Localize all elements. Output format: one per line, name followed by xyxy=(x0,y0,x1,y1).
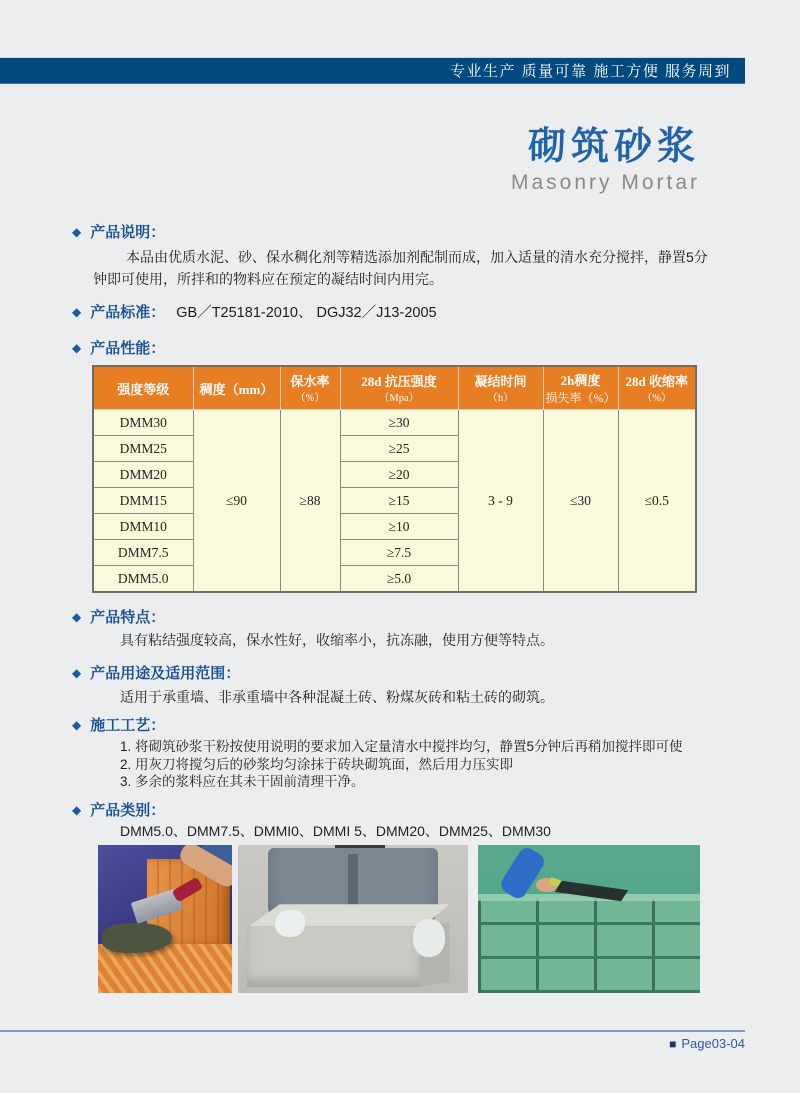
page-subtitle: Masonry Mortar xyxy=(510,171,700,194)
strength-cell: ≥5.0 xyxy=(340,566,458,593)
strength-cell: ≥25 xyxy=(340,436,458,462)
grade-cell: DMM5.0 xyxy=(93,566,193,593)
photo-building-green-block-wall xyxy=(478,845,700,993)
photo2-glove-left xyxy=(275,910,305,937)
diamond-bullet-icon: ◆ xyxy=(72,340,82,355)
page-marker-square-icon: ■ xyxy=(669,1036,677,1051)
photo2-block-front-face xyxy=(247,926,420,987)
grade-cell: DMM15 xyxy=(93,488,193,514)
photo-troweling-mortar-on-brick xyxy=(98,845,232,993)
section-title: 产品特点： xyxy=(90,609,166,626)
categories-text: DMM5.0、DMM7.5、DMMI0、DMMI 5、DMM20、DMM25、DMM30 xyxy=(120,823,551,839)
diamond-bullet-icon: ◆ xyxy=(72,665,82,680)
section-heading-performance xyxy=(72,337,165,358)
grade-cell: DMM25 xyxy=(93,436,193,462)
col-header-grade: 强度等级 xyxy=(93,366,193,410)
strength-cell: ≥30 xyxy=(340,410,458,436)
page-number: Page03-04 xyxy=(681,1036,745,1051)
usage-text: 适用于承重墙、非承重墙中各种混凝土砖、粉煤灰砖和粘土砖的砌筑。 xyxy=(120,689,554,705)
strength-cell: ≥20 xyxy=(340,462,458,488)
diamond-bullet-icon: ◆ xyxy=(72,802,82,817)
photo2-glove-right xyxy=(413,919,445,957)
col-header-compressive-strength: 28d 抗压强度 （Mpa） xyxy=(340,366,458,410)
page-title: 砌筑砂浆 xyxy=(527,126,700,168)
section-heading-process xyxy=(72,714,165,735)
footer xyxy=(669,1036,745,1051)
table-header-row xyxy=(93,366,696,410)
diamond-bullet-icon: ◆ xyxy=(72,304,82,319)
section-title: 产品说明： xyxy=(90,224,166,241)
section-title: 产品类别： xyxy=(90,802,166,819)
process-steps xyxy=(120,738,720,791)
banner-slogan: 专业生产 质量可靠 施工方便 服务周到 xyxy=(449,63,731,80)
photo-worker-carrying-concrete-block xyxy=(238,845,468,993)
performance-table xyxy=(92,365,697,593)
setting-time-cell: 3 - 9 xyxy=(458,410,543,593)
water-retention-cell: ≥88 xyxy=(280,410,340,593)
col-header-consistency: 稠度（mm） xyxy=(193,366,280,410)
grade-cell: DMM7.5 xyxy=(93,540,193,566)
footer-divider xyxy=(0,1030,745,1032)
col-header-shrinkage: 28d 收缩率 （%） xyxy=(618,366,696,410)
section-heading-categories xyxy=(72,799,165,820)
title-block xyxy=(511,126,700,195)
strength-cell: ≥10 xyxy=(340,514,458,540)
photo3-block-wall xyxy=(478,898,700,993)
process-step-1: 1. 将砌筑砂浆干粉按使用说明的要求加入定量清水中搅拌均匀，静置5分钟后再稍加搅拌即可使 xyxy=(120,739,683,754)
grade-cell: DMM30 xyxy=(93,410,193,436)
strength-cell: ≥7.5 xyxy=(340,540,458,566)
loss-2h-cell: ≤30 xyxy=(543,410,618,593)
photo2-jacket-zip xyxy=(348,854,357,913)
section-heading-usage xyxy=(72,662,240,683)
col-header-water-retention: 保水率 （%） xyxy=(280,366,340,410)
diamond-bullet-icon: ◆ xyxy=(72,609,82,624)
process-step-2: 2. 用灰刀将搅匀后的砂浆均匀涂抹于砖块砌筑面，然后用力压实即 xyxy=(120,756,514,772)
diamond-bullet-icon: ◆ xyxy=(72,717,82,732)
section-title: 产品用途及适用范围： xyxy=(90,665,241,682)
strength-cell: ≥15 xyxy=(340,488,458,514)
grade-cell: DMM20 xyxy=(93,462,193,488)
col-header-setting-time: 凝结时间 （h） xyxy=(458,366,543,410)
consistency-cell: ≤90 xyxy=(193,410,280,593)
description-paragraph: 本品由优质水泥、砂、保水稠化剂等精选添加剂配制而成，加入适量的清水充分搅拌，静置5分钟即可使用，所拌和的物料应在预定的凝结时间内用完。 xyxy=(93,249,708,287)
section-heading-description xyxy=(72,221,165,242)
shrinkage-cell: ≤0.5 xyxy=(618,410,696,593)
process-step-3: 3. 多余的浆料应在其未干固前清理干净。 xyxy=(120,774,365,789)
top-banner xyxy=(0,57,745,84)
features-text: 具有粘结强度较高，保水性好，收缩率小，抗冻融，使用方便等特点。 xyxy=(120,632,554,648)
standard-value: GB／T25181-2010、 DGJ32／J13-2005 xyxy=(176,305,437,321)
section-title: 产品性能： xyxy=(90,340,166,357)
diamond-bullet-icon: ◆ xyxy=(72,224,82,239)
grade-cell: DMM10 xyxy=(93,514,193,540)
section-heading-standard xyxy=(72,301,437,322)
section-title: 施工工艺： xyxy=(90,717,166,734)
table-row xyxy=(93,410,696,436)
section-title: 产品标准： xyxy=(90,304,166,321)
section-heading-features xyxy=(72,606,165,627)
col-header-2h-loss: 2h稠度 损失率（%） xyxy=(543,366,618,410)
